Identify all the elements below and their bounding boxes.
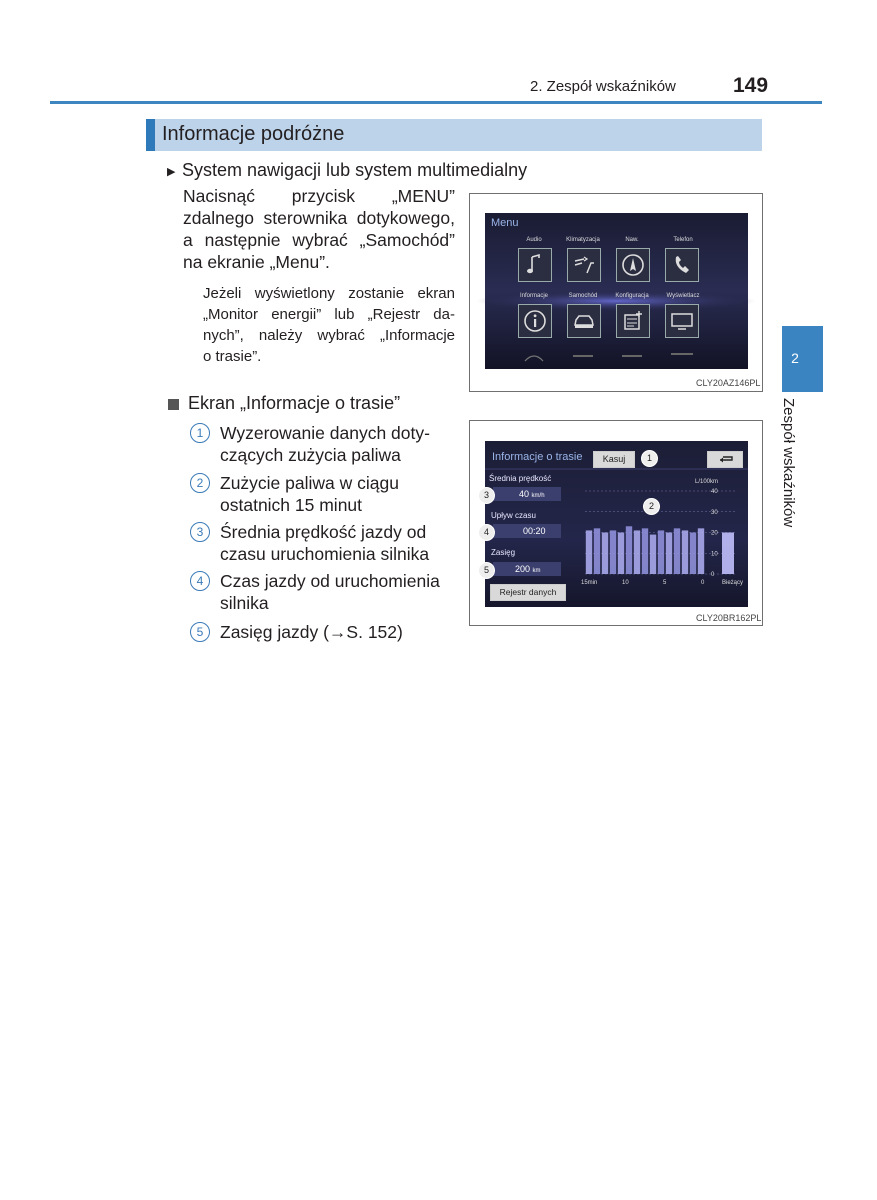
range-label: Zasięg xyxy=(491,548,516,557)
chart-bar xyxy=(626,526,632,574)
chapter-tab-label: Zespół wskaźników xyxy=(780,398,797,528)
chart-bar xyxy=(634,530,640,574)
bullet-square-icon xyxy=(168,399,179,410)
navigation-icon[interactable] xyxy=(616,248,650,282)
trip-screen-title: Informacje o trasie xyxy=(492,451,583,463)
climate-icon[interactable] xyxy=(567,248,601,282)
list-item xyxy=(220,472,460,516)
chart-bar xyxy=(666,533,672,575)
instruction-paragraph xyxy=(183,185,455,273)
list-item xyxy=(220,521,460,565)
menu-more-row xyxy=(485,349,748,369)
section-title: Informacje podróżne xyxy=(162,123,345,145)
chart-bar xyxy=(674,528,680,574)
callout-5: 5 xyxy=(478,562,495,579)
item-number-3: 3 xyxy=(190,522,210,542)
figure-code: CLY20AZ146PL xyxy=(696,378,761,388)
info-icon[interactable] xyxy=(518,304,552,338)
bullet-triangle-icon: ▶ xyxy=(167,166,176,178)
item-line: Zużycie paliwa w ciągu xyxy=(220,473,399,493)
menu-label-phone: Telefon xyxy=(673,237,693,243)
data-history-button[interactable]: Rejestr danych xyxy=(490,584,566,601)
item-line: Średnia prędkość jazdy od xyxy=(220,522,427,542)
range-unit: km xyxy=(532,568,541,574)
range-value: 200 xyxy=(515,564,531,574)
chart-bar xyxy=(698,528,704,574)
page-number: 149 xyxy=(733,74,769,97)
menu-screen xyxy=(485,213,748,369)
list-item xyxy=(220,621,460,643)
chart-x-tick-label: 0 xyxy=(701,580,705,586)
item-number-4: 4 xyxy=(190,571,210,591)
paragraph-line: nych”, należy wybrać „Informacje xyxy=(203,327,455,344)
chart-bar xyxy=(642,528,648,574)
menu-label-nav: Naw. xyxy=(625,237,639,243)
menu-screenshot-figure xyxy=(469,193,763,392)
display-icon[interactable] xyxy=(665,304,699,338)
item-line: Wyzerowanie danych doty- xyxy=(220,423,430,443)
avg-speed-value: 40 xyxy=(519,489,530,499)
chart-bar-current xyxy=(722,533,734,575)
list-item xyxy=(220,422,460,466)
chart-bar xyxy=(682,530,688,574)
figure-code: CLY20BR162PL xyxy=(696,613,762,623)
menu-label-climate: Klimatyzacja xyxy=(566,237,600,243)
paragraph-line: Nacisnąć przycisk „MENU” xyxy=(183,186,455,206)
menu-label-info: Informacje xyxy=(519,293,548,299)
callout-1: 1 xyxy=(641,450,658,467)
paragraph-line: a następnie wybrać „Samochód” xyxy=(183,230,455,250)
item-line: silnika xyxy=(220,593,269,613)
note-paragraph xyxy=(203,283,455,367)
callout-4: 4 xyxy=(478,524,495,541)
item-line: Czas jazdy od uruchomienia xyxy=(220,571,440,591)
chapter-title: 2. Zespół wskaźników xyxy=(530,78,676,95)
phone-icon[interactable] xyxy=(665,248,699,282)
paragraph-line: „Monitor energii” lub „Rejestr da- xyxy=(203,306,455,323)
item-line: czących zużycia paliwa xyxy=(220,445,401,465)
chart-y-tick-label: 20 xyxy=(711,530,718,537)
chart-y-tick-label: 30 xyxy=(711,509,718,516)
avg-speed-unit: km/h xyxy=(531,493,545,499)
reset-button[interactable]: Kasuj xyxy=(593,451,635,468)
screen-heading: Ekran „Informacje o trasie” xyxy=(188,393,401,413)
header-rule xyxy=(50,101,822,104)
chart-x-tick-label: 15min xyxy=(581,580,598,586)
chart-x-tick-label: 10 xyxy=(622,580,629,586)
setup-icon[interactable] xyxy=(616,304,650,338)
item-number-5: 5 xyxy=(190,622,210,642)
chart-bar xyxy=(594,528,600,574)
section-bar-edge xyxy=(146,119,155,151)
music-note-icon[interactable] xyxy=(518,248,552,282)
elapsed-time-value: 00:20 xyxy=(523,526,546,536)
trip-info-figure xyxy=(469,420,763,626)
item-line: czasu uruchomienia silnika xyxy=(220,544,430,564)
chart-bar xyxy=(650,535,656,574)
menu-label-audio: Audio xyxy=(526,237,542,243)
fuel-consumption-chart xyxy=(485,441,748,607)
chart-bar xyxy=(658,530,664,574)
item-number-2: 2 xyxy=(190,473,210,493)
item-number-1: 1 xyxy=(190,423,210,443)
consumption-unit-label: L/100km xyxy=(695,479,719,485)
callout-3: 3 xyxy=(478,487,495,504)
paragraph-line: na ekranie „Menu”. xyxy=(183,252,330,272)
chart-bar xyxy=(618,533,624,575)
elapsed-time-label: Upływ czasu xyxy=(491,511,536,520)
menu-label-display: Wyświetlacz xyxy=(666,293,700,299)
item-line: ostatnich 15 minut xyxy=(220,495,363,515)
list-item xyxy=(220,570,460,614)
chart-bar xyxy=(586,530,592,574)
menu-title: Menu xyxy=(491,217,519,229)
paragraph-line: zdalnego sterownika dotykowego, xyxy=(183,208,455,228)
chart-y-tick-label: 40 xyxy=(711,489,718,495)
chart-y-tick-label: 0 xyxy=(711,572,715,578)
chart-bar xyxy=(690,533,696,575)
paragraph-line: Jeżeli wyświetlony zostanie ekran xyxy=(203,285,455,302)
chart-x-tick-label: 5 xyxy=(663,580,667,586)
callout-2: 2 xyxy=(643,498,660,515)
chart-bar xyxy=(602,533,608,575)
menu-label-vehicle: Samochód xyxy=(568,293,598,299)
car-icon[interactable] xyxy=(567,304,601,338)
chart-y-tick-label: 10 xyxy=(711,551,718,558)
item-line: Zasięg jazdy (→S. 152) xyxy=(220,622,403,642)
trip-info-screen xyxy=(485,441,748,607)
subsection-title: System nawigacji lub system multimedialny xyxy=(182,160,528,180)
avg-speed-label: Średnia prędkość xyxy=(489,474,552,483)
menu-label-setup: Konfiguracja xyxy=(615,293,649,299)
paragraph-line: o trasie”. xyxy=(203,348,262,365)
chapter-tab-number: 2 xyxy=(791,350,799,366)
chart-bar xyxy=(610,530,616,574)
chart-x-tick-label: Bieżący xyxy=(722,580,744,586)
